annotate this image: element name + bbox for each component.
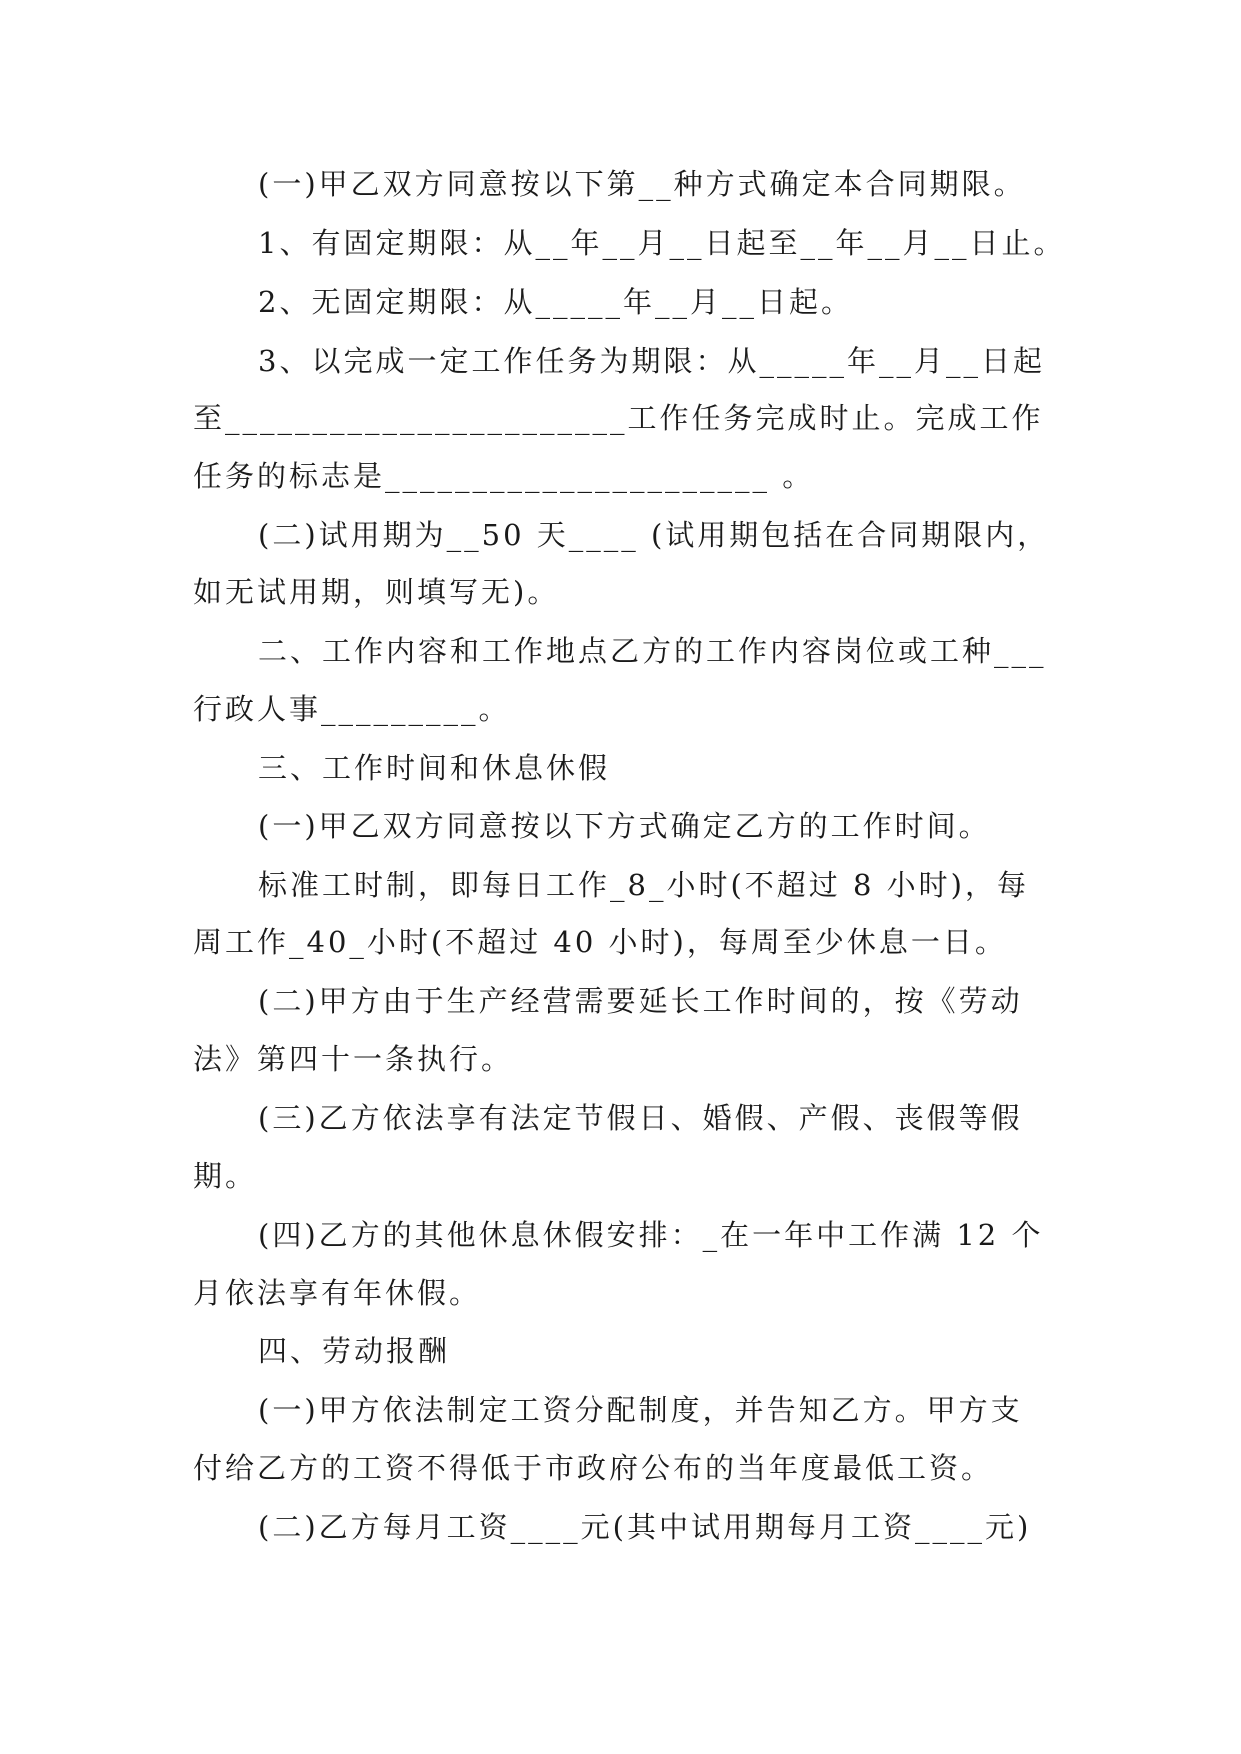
other-leave-paragraph-line-1: (四)乙方的其他休息休假安排：_在一年中工作满 12 个 bbox=[258, 1218, 1044, 1252]
section-4-heading: 四、劳动报酬 bbox=[258, 1334, 451, 1368]
holiday-paragraph-line-2: 期。 bbox=[193, 1159, 258, 1193]
holiday-paragraph-line-1: (三)乙方依法享有法定节假日、婚假、产假、丧假等假 bbox=[258, 1101, 1023, 1135]
overtime-paragraph-line-2: 法》第四十一条执行。 bbox=[193, 1042, 514, 1076]
probation-paragraph-line-2: 如无试用期，则填写无)。 bbox=[193, 575, 560, 609]
wage-system-paragraph-line-2: 付给乙方的工资不得低于市政府公布的当年度最低工资。 bbox=[193, 1451, 994, 1485]
standard-hours-line-2: 周工作_40_小时(不超过 40 小时)，每周至少休息一日。 bbox=[193, 925, 1007, 959]
standard-hours-line-1: 标准工时制，即每日工作_8_小时(不超过 8 小时)，每 bbox=[258, 868, 1029, 902]
other-leave-paragraph-line-2: 月依法享有年休假。 bbox=[193, 1276, 482, 1310]
probation-paragraph-line-1: (二)试用期为__50 天____ (试用期包括在合同期限内， bbox=[258, 518, 1050, 552]
clause-1-paragraph: (一)甲乙双方同意按以下第__种方式确定本合同期限。 bbox=[258, 167, 1026, 201]
section-3-heading: 三、工作时间和休息休假 bbox=[258, 751, 611, 785]
work-hours-paragraph: (一)甲乙双方同意按以下方式确定乙方的工作时间。 bbox=[258, 809, 991, 843]
job-content-heading-line-1: 二、工作内容和工作地点乙方的工作内容岗位或工种___ bbox=[258, 634, 1047, 668]
task-term-option-line-1: 3、以完成一定工作任务为期限：从_____年__月__日起 bbox=[258, 344, 1045, 378]
task-term-option-line-3: 任务的标志是______________________ 。 bbox=[193, 459, 815, 493]
overtime-paragraph-line-1: (二)甲方由于生产经营需要延长工作时间的，按《劳动 bbox=[258, 984, 1023, 1018]
open-term-option: 2、无固定期限：从_____年__月__日起。 bbox=[258, 285, 853, 319]
monthly-wage-paragraph: (二)乙方每月工资____元(其中试用期每月工资____元) bbox=[258, 1510, 1032, 1544]
task-term-option-line-2: 至_______________________工作任务完成时止。完成工作 bbox=[193, 401, 1044, 435]
fixed-term-option: 1、有固定期限：从__年__月__日起至__年__月__日止。 bbox=[258, 226, 1066, 260]
wage-system-paragraph-line-1: (一)甲方依法制定工资分配制度，并告知乙方。甲方支 bbox=[258, 1393, 1023, 1427]
job-content-heading-line-2: 行政人事_________。 bbox=[193, 692, 511, 726]
